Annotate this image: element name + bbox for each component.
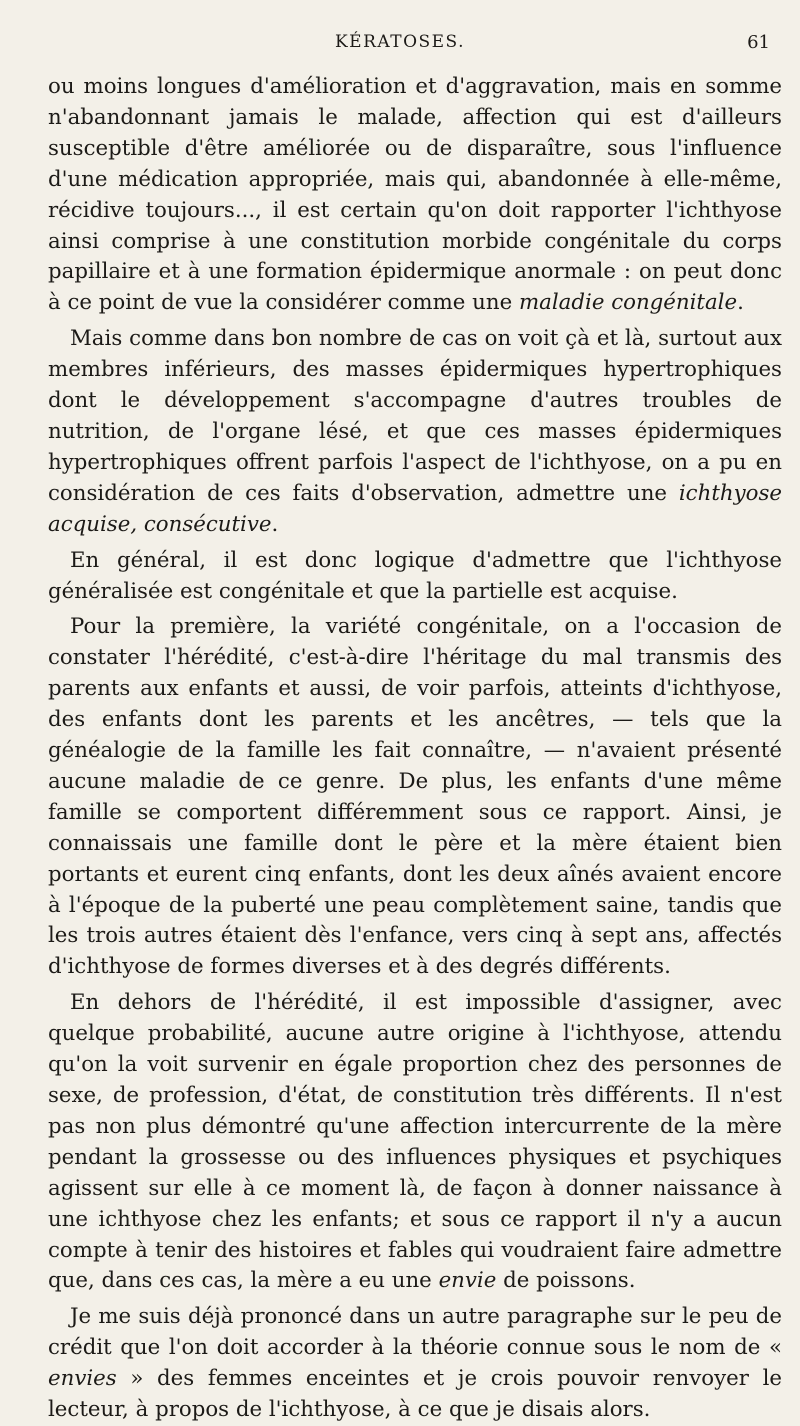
- italic-phrase: ichthyose acquise, consécutive: [48, 480, 782, 537]
- text-run: Pour la première, la variété congénitale, on a l'occasion de constater l'hérédité, c'est-à-dire l'héritage du mal transmis des parents aux enfants et aussi, de voir parfois, atteints d'ichthyose, des enfants dont les parents et les ancêtres, — tels que la généalogie de la famille les fait connaître, — n'avaient présenté aucune maladie de ce genre. De plus, les enfants d'une même famille se comportent différemment sous ce rapport. Ainsi, je connaissais une famille dont le père et la mère étaient bien portants et eurent cinq enfants, dont les deux aînés avaient encore à l'époque de la puberté une peau complètement saine, tandis que les trois autres étaient dès l'enfance, vers cinq à sept ans, affectés d'ichthyose de formes diverses et à des degrés différents.: [48, 614, 782, 980]
- text-run: .: [737, 290, 744, 316]
- running-head: [0, 32, 800, 62]
- paragraph: [48, 612, 782, 983]
- paragraph: [48, 988, 782, 1297]
- body-text: [48, 72, 782, 1426]
- text-run: » des femmes enceintes et je crois pouvoir renvoyer le lecteur, à propos de l'ichthyose, à ce que je disais alors.: [48, 1366, 782, 1423]
- text-run: .: [271, 511, 279, 537]
- italic-phrase: maladie congénitale: [518, 290, 738, 316]
- running-title: KÉRATOSES.: [334, 32, 466, 52]
- paragraph: [48, 72, 782, 319]
- text-run: de poissons.: [496, 1268, 636, 1294]
- italic-phrase: envies: [48, 1366, 117, 1392]
- text-run: Mais comme dans bon nombre de cas on voit çà et là, surtout aux membres inférieurs, des masses épidermiques hypertrophiques dont le développement s'accompagne d'autres troubles de nutrition, de l'organe lésé, et que ces masses épidermiques hypertrophiques offrent parfois l'aspect de l'ichthyose, on a pu en considération de ces faits d'observation, admettre une: [48, 326, 782, 506]
- text-run: En général, il est donc logique d'admettre que l'ichthyose généralisée est congénitale et que la partielle est acquise.: [48, 547, 782, 604]
- text-run: ou moins longues d'amélioration et d'aggravation, mais en somme n'abandonnant jamais le malade, affection qui est d'ailleurs susceptible d'être améliorée ou de disparaître, sous l'influence d'une médication appropriée, mais qui, abandonnée à elle-même, récidive toujours..., il est certain qu'on doit rapporter l'ichthyose ainsi comprise à une constitution morbide congénitale du corps papillaire et à une formation épidermique anormale : on peut donc à ce point de vue la considérer comme une: [48, 74, 782, 316]
- text-run: En dehors de l'hérédité, il est impossible d'assigner, avec quelque probabilité, aucune autre origine à l'ichthyose, attendu qu'on la voit survenir en égale proportion chez des personnes de sexe, de profession, d'état, de constitution très différents. Il n'est pas non plus démontré qu'une affection intercurrente de la mère pendant la grossesse ou des influences physiques et psychiques agissent sur elle à ce moment là, de façon à donner naissance à une ichthyose chez les enfants; et sous ce rapport il n'y a aucun compte à tenir des histoires et fables qui voudraient faire admettre que, dans ces cas, la mère a eu une: [48, 990, 782, 1294]
- italic-phrase: envie: [438, 1268, 497, 1294]
- paragraph: [48, 546, 782, 608]
- paragraph: [48, 324, 782, 540]
- page-number: 61: [747, 32, 770, 53]
- text-run: Je me suis déjà prononcé dans un autre paragraphe sur le peu de crédit que l'on doit accorder à la théorie connue sous le nom de «: [48, 1304, 782, 1361]
- paragraph: [48, 1302, 782, 1426]
